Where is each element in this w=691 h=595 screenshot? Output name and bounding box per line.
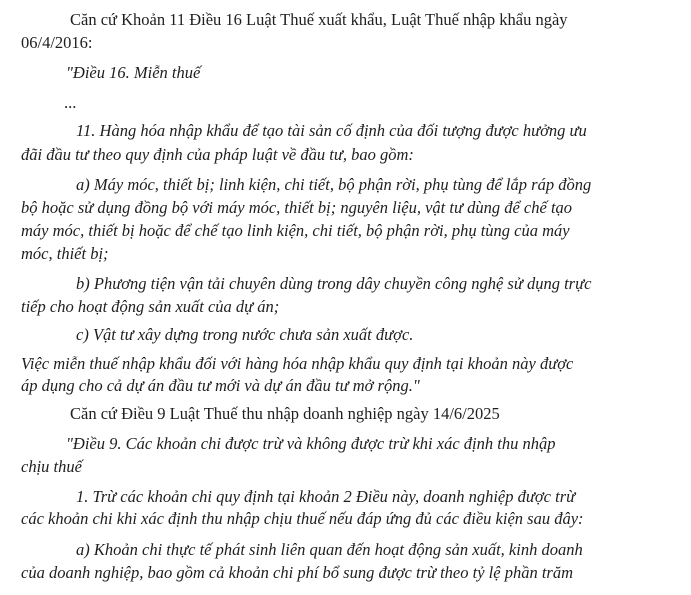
intro-line-1: Căn cứ Khoản 11 Điều 16 Luật Thuế xuất khẩu, Luật Thuế nhập khẩu ngày (70, 10, 568, 29)
intro-line-2: 06/4/2016: (21, 33, 93, 52)
point-b-line-2: tiếp cho hoạt động sản xuất của dự án; (21, 297, 280, 316)
point-b-line-1: b) Phương tiện vận tải chuyên dùng trong dây chuyền công nghệ sử dụng trực (76, 274, 592, 293)
clause-11-line-1: 11. Hàng hóa nhập khẩu để tạo tài sản cố định của đối tượng được hưởng ưu (76, 121, 587, 140)
article-9-heading-line-1: "Điều 9. Các khoản chi được trừ và không được trừ khi xác định thu nhập (66, 434, 556, 453)
point-a-line-3: máy móc, thiết bị hoặc để chế tạo linh kiện, chi tiết, bộ phận rời, phụ tùng của máy (21, 221, 570, 240)
article-16-heading: "Điều 16. Miễn thuế (66, 63, 201, 82)
point-a-line-2: bộ hoặc sử dụng đồng bộ với máy móc, thiết bị; nguyên liệu, vật tư dùng để chế tạo (21, 198, 573, 217)
article-9-point-a-line-1: a) Khoản chi thực tế phát sinh liên quan đến hoạt động sản xuất, kinh doanh (76, 540, 583, 559)
point-a-line-1: a) Máy móc, thiết bị; linh kiện, chi tiết, bộ phận rời, phụ tùng để lắp ráp đồng (76, 175, 592, 194)
point-a-line-4: móc, thiết bị; (21, 244, 109, 263)
clause-1-line-2: các khoản chi khi xác định thu nhập chịu thuế nếu đáp ứng đủ các điều kiện sau đây: (21, 509, 584, 528)
point-c-line: c) Vật tư xây dựng trong nước chưa sản xuất được. (76, 325, 414, 344)
cit-basis-line: Căn cứ Điều 9 Luật Thuế thu nhập doanh nghiệp ngày 14/6/2025 (70, 404, 500, 423)
article-9-heading-line-2: chịu thuế (21, 457, 82, 476)
article-9-point-a-line-2: của doanh nghiệp, bao gồm cả khoản chi phí bổ sung được trừ theo tỷ lệ phần trăm (21, 563, 573, 582)
clause-1-line-1: 1. Trừ các khoản chi quy định tại khoản 2 Điều này, doanh nghiệp được trừ (76, 487, 576, 506)
ellipsis: ... (64, 93, 77, 112)
exemption-note-line-2: áp dụng cho cả dự án đầu tư mới và dự án đầu tư mở rộng." (21, 376, 420, 395)
clause-11-line-2: đãi đầu tư theo quy định của pháp luật về đầu tư, bao gồm: (21, 145, 414, 164)
exemption-note-line-1: Việc miễn thuế nhập khẩu đối với hàng hóa nhập khẩu quy định tại khoản này được (21, 354, 574, 373)
